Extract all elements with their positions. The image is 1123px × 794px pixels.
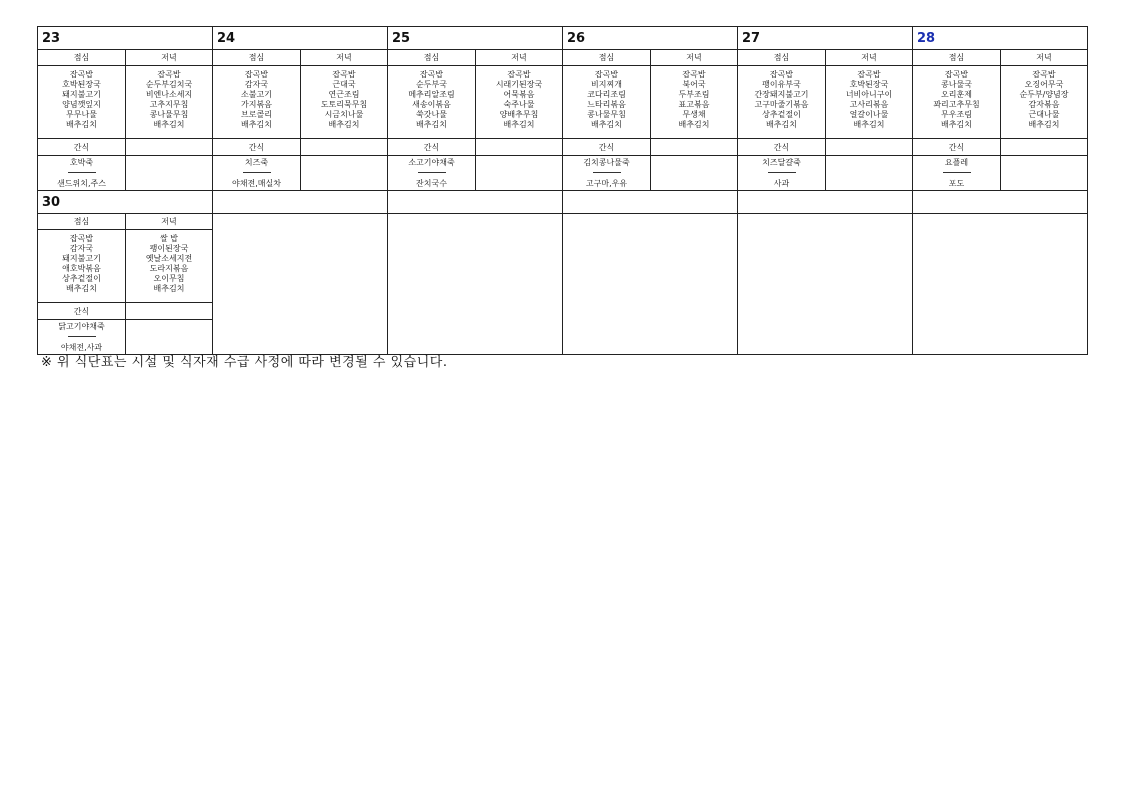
menu-item: 상추겉절이 — [62, 274, 101, 283]
menu-item: 배추김치 — [153, 120, 185, 129]
menu-item: 배추김치 — [66, 284, 97, 293]
dinner-label: 저녁 — [651, 50, 738, 66]
day-date: 28 — [913, 27, 1088, 50]
snack-divider — [243, 172, 271, 173]
menu-item: 잡곡밥 — [507, 70, 531, 79]
day-date: 23 — [38, 27, 213, 50]
menu-item: 고구마줄기볶음 — [754, 100, 809, 109]
snack-am: 소고기야채죽 — [408, 158, 455, 167]
dinner-menu — [826, 66, 913, 139]
day-date: 25 — [388, 27, 563, 50]
menu-item: 양배추무침 — [499, 110, 539, 119]
menu-item: 도라지볶음 — [149, 264, 189, 273]
menu-item: 순두부국 — [416, 80, 447, 89]
menu-item: 콩나물무침 — [149, 110, 189, 119]
snack-label-row — [38, 139, 1088, 156]
menu-item: 배추김치 — [328, 120, 360, 129]
menu-item: 얼갈이나물 — [849, 110, 889, 119]
snack-am: 치즈죽 — [244, 158, 269, 167]
dinner-label: 저녁 — [301, 50, 388, 66]
snack-blank — [651, 156, 738, 191]
snack-label-blank — [126, 139, 213, 156]
menu-item: 잡곡밥 — [69, 234, 94, 243]
lunch-label: 점심 — [38, 50, 126, 66]
meal-plan-sheet — [37, 26, 1086, 355]
dinner-menu — [1001, 66, 1088, 139]
snack-label-blank — [1001, 139, 1088, 156]
menu-item: 오이무침 — [153, 274, 185, 283]
empty-day-header — [213, 191, 388, 214]
snack-label-blank — [651, 139, 738, 156]
empty-day-cell — [563, 214, 738, 355]
dinner-label: 저녁 — [476, 50, 563, 66]
menu-item: 너비아니구이 — [845, 90, 893, 99]
dinner-label: 저녁 — [126, 214, 213, 230]
menu-item: 숙주나물 — [503, 100, 535, 109]
snack-pm: 포도 — [948, 179, 965, 188]
meal-plan-table — [37, 26, 1088, 355]
empty-day-cell — [913, 214, 1088, 355]
dinner-menu — [126, 66, 213, 139]
menu-item: 양념깻잎지 — [62, 100, 101, 109]
menu-item: 고사리볶음 — [849, 100, 889, 109]
snack-divider — [943, 172, 971, 173]
snack-divider — [68, 336, 96, 337]
menu-item: 배추김치 — [416, 120, 447, 129]
menu-item: 무무나물 — [66, 110, 97, 119]
menu-item: 잡곡밥 — [594, 70, 619, 79]
snack-pm: 잔치국수 — [416, 179, 447, 188]
empty-day-cell — [213, 214, 388, 355]
menu-item: 배추김치 — [66, 120, 97, 129]
menu-item: 오리훈제 — [941, 90, 972, 99]
snack-am: 닭고기야채죽 — [58, 322, 105, 331]
disclaimer-note: ※ 위 식단표는 시설 및 식자재 수급 사정에 따라 변경될 수 있습니다. — [41, 355, 448, 370]
lunch-menu — [388, 66, 476, 139]
menu-item: 무생채 — [682, 110, 706, 119]
empty-day-header — [738, 191, 913, 214]
menu-item: 배추김치 — [153, 284, 185, 293]
snack-menu — [738, 156, 826, 191]
menu-item: 쑥갓나물 — [416, 110, 447, 119]
menu-item: 근대국 — [332, 80, 356, 89]
empty-day-header — [563, 191, 738, 214]
day-header-row — [38, 27, 1088, 50]
menu-item: 호박된장국 — [62, 80, 101, 89]
snack-label-blank — [476, 139, 563, 156]
lunch-label: 점심 — [388, 50, 476, 66]
menu-item: 배추김치 — [941, 120, 972, 129]
lunch-menu — [213, 66, 301, 139]
menu-item: 고추지무침 — [149, 100, 189, 109]
dinner-menu — [301, 66, 388, 139]
empty-day-header — [388, 191, 563, 214]
menu-item: 새송이볶음 — [412, 100, 451, 109]
dinner-menu — [651, 66, 738, 139]
lunch-menu — [38, 66, 126, 139]
menu-item: 배추김치 — [1028, 120, 1060, 129]
meal-items-row — [38, 66, 1088, 139]
dinner-menu — [476, 66, 563, 139]
menu-item: 잡곡밥 — [69, 70, 94, 79]
empty-day-cell — [738, 214, 913, 355]
menu-item: 감자국 — [244, 80, 269, 89]
menu-item: 꽈리고추무침 — [933, 100, 980, 109]
menu-item: 배추김치 — [591, 120, 622, 129]
snack-pm: 샌드위치,주스 — [57, 179, 106, 188]
snack-label: 간식 — [913, 139, 1001, 156]
menu-item: 잡곡밥 — [332, 70, 356, 79]
meal-label-row — [38, 214, 1088, 230]
snack-items-row — [38, 156, 1088, 191]
menu-item: 돼지불고기 — [62, 90, 101, 99]
menu-item: 두부조림 — [678, 90, 710, 99]
menu-item: 배추김치 — [241, 120, 272, 129]
snack-pm: 고구마,우유 — [585, 179, 628, 188]
snack-am: 호박죽 — [69, 158, 94, 167]
lunch-menu — [563, 66, 651, 139]
menu-item: 비지찌개 — [591, 80, 622, 89]
menu-item: 간장돼지불고기 — [754, 90, 809, 99]
snack-divider — [68, 172, 96, 173]
day-date: 26 — [563, 27, 738, 50]
snack-menu — [563, 156, 651, 191]
menu-item: 연근조림 — [328, 90, 360, 99]
menu-item: 잡곡밥 — [944, 70, 969, 79]
menu-item: 잡곡밥 — [157, 70, 181, 79]
snack-blank — [826, 156, 913, 191]
menu-item: 애호박볶음 — [62, 264, 101, 273]
menu-item: 잡곡밥 — [769, 70, 794, 79]
lunch-menu — [913, 66, 1001, 139]
menu-item: 시래기된장국 — [495, 80, 543, 89]
menu-item: 잡곡밥 — [1032, 70, 1056, 79]
menu-item: 메추리알조림 — [408, 90, 455, 99]
menu-item: 가지볶음 — [241, 100, 272, 109]
menu-item: 돼지불고기 — [62, 254, 101, 263]
menu-item: 감자볶음 — [1028, 100, 1060, 109]
menu-item: 소불고기 — [241, 90, 272, 99]
menu-item: 비엔나소세지 — [145, 90, 193, 99]
dinner-label: 저녁 — [1001, 50, 1088, 66]
snack-label: 간식 — [563, 139, 651, 156]
menu-item: 옛날소세지전 — [145, 254, 193, 263]
snack-blank — [126, 320, 213, 355]
snack-menu — [213, 156, 301, 191]
menu-item: 표고볶음 — [678, 100, 710, 109]
menu-item: 콩나물무침 — [587, 110, 626, 119]
lunch-label: 점심 — [563, 50, 651, 66]
snack-blank — [301, 156, 388, 191]
snack-divider — [418, 172, 446, 173]
empty-day-header — [913, 191, 1088, 214]
menu-item: 무우조림 — [941, 110, 972, 119]
lunch-label: 점심 — [913, 50, 1001, 66]
snack-label: 간식 — [738, 139, 826, 156]
menu-item: 쌀 밥 — [160, 234, 178, 243]
dinner-menu — [126, 230, 213, 303]
lunch-menu — [38, 230, 126, 303]
menu-item: 잡곡밥 — [682, 70, 706, 79]
menu-item: 근대나물 — [1028, 110, 1060, 119]
dinner-label: 저녁 — [126, 50, 213, 66]
day-date: 24 — [213, 27, 388, 50]
snack-divider — [768, 172, 796, 173]
snack-label-blank — [301, 139, 388, 156]
day-date: 27 — [738, 27, 913, 50]
snack-pm: 야채전,매실차 — [232, 179, 281, 188]
menu-item: 팽이유부국 — [762, 80, 801, 89]
menu-item: 잡곡밥 — [857, 70, 881, 79]
snack-label-blank — [826, 139, 913, 156]
menu-item: 상추겉절이 — [762, 110, 801, 119]
snack-label-blank — [126, 303, 213, 320]
menu-item: 배추김치 — [678, 120, 710, 129]
snack-blank — [476, 156, 563, 191]
snack-label: 간식 — [213, 139, 301, 156]
menu-item: 배추김치 — [503, 120, 535, 129]
menu-item: 느타리볶음 — [587, 100, 626, 109]
snack-label: 간식 — [38, 139, 126, 156]
lunch-label: 점심 — [38, 214, 126, 230]
day-header-row — [38, 191, 1088, 214]
menu-item: 콩나물국 — [941, 80, 972, 89]
menu-item: 코다리조림 — [587, 90, 626, 99]
lunch-label: 점심 — [213, 50, 301, 66]
menu-item: 순두부/양념장 — [1019, 90, 1069, 99]
snack-pm: 야채전,사과 — [60, 343, 103, 352]
menu-item: 호박된장국 — [849, 80, 889, 89]
menu-item: 배추김치 — [853, 120, 885, 129]
menu-item: 잡곡밥 — [419, 70, 444, 79]
snack-menu — [38, 320, 126, 355]
menu-item: 북어국 — [682, 80, 706, 89]
snack-label: 간식 — [38, 303, 126, 320]
empty-day-cell — [388, 214, 563, 355]
day-date: 30 — [38, 191, 213, 214]
snack-blank — [126, 156, 213, 191]
snack-menu — [38, 156, 126, 191]
menu-item: 팽이된장국 — [149, 244, 189, 253]
meal-label-row — [38, 50, 1088, 66]
snack-label: 간식 — [388, 139, 476, 156]
snack-menu — [913, 156, 1001, 191]
snack-am: 김치콩나물죽 — [583, 158, 630, 167]
menu-item: 순두부김치국 — [145, 80, 193, 89]
snack-divider — [593, 172, 621, 173]
snack-menu — [388, 156, 476, 191]
menu-item: 잡곡밥 — [244, 70, 269, 79]
dinner-label: 저녁 — [826, 50, 913, 66]
snack-blank — [1001, 156, 1088, 191]
snack-pm: 사과 — [773, 179, 790, 188]
menu-item: 도토리묵무침 — [320, 100, 368, 109]
menu-item: 어묵볶음 — [503, 90, 535, 99]
snack-am: 요플레 — [944, 158, 969, 167]
menu-item: 브로콜리 — [241, 110, 272, 119]
menu-item: 배추김치 — [766, 120, 797, 129]
lunch-label: 점심 — [738, 50, 826, 66]
menu-item: 감자국 — [69, 244, 94, 253]
menu-item: 시금치나물 — [324, 110, 364, 119]
snack-am: 치즈달걀죽 — [762, 158, 801, 167]
menu-item: 오징어무국 — [1024, 80, 1064, 89]
lunch-menu — [738, 66, 826, 139]
